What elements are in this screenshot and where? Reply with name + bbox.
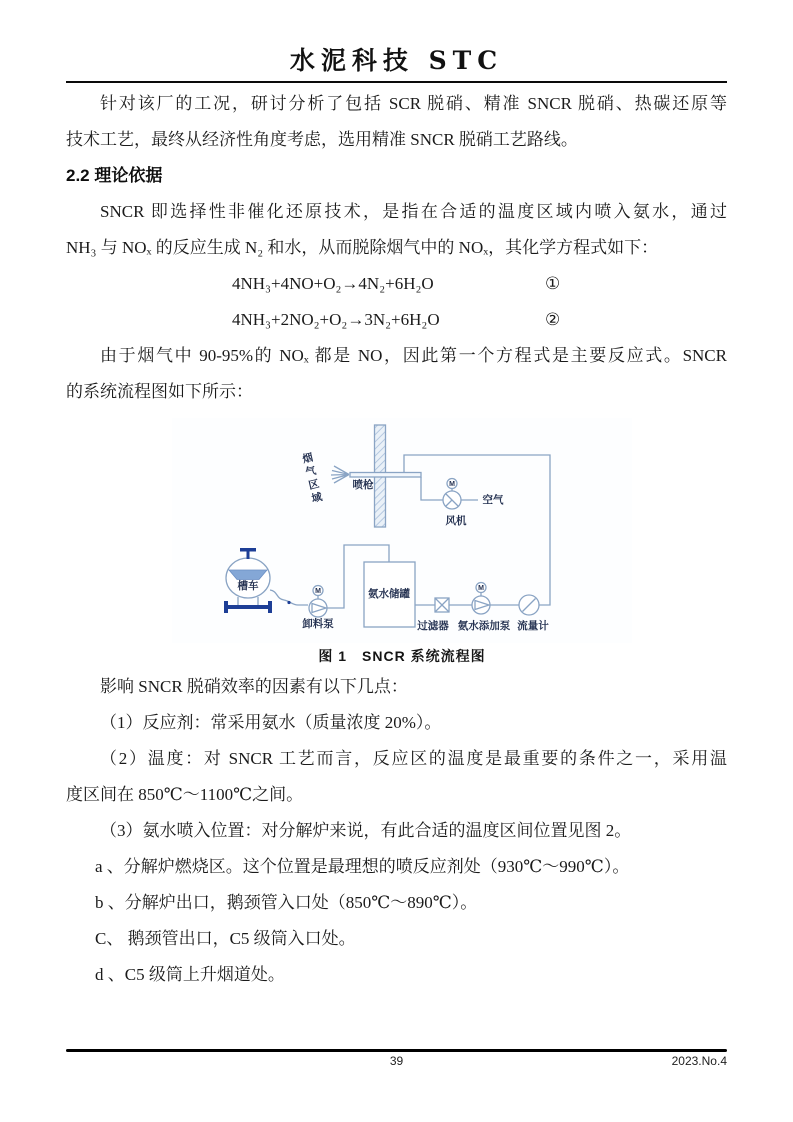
page-number: 39 [389,1054,404,1068]
equation-1-number: ① [545,274,561,293]
sncr-def-line-1: SNCR 即选择性非催化还原技术，是指在合适的温度区域内喷入氨水，通过 [100,202,727,221]
factors-intro: 影响 SNCR 脱硝效率的因素有以下几点： [100,677,408,696]
equation-1 [66,266,727,302]
unloading-pump-label: 卸料泵 [302,618,334,630]
lance-fan-pipe [421,477,443,500]
figure-caption: 图 1 SNCR 系统流程图 [318,648,486,664]
filter-label: 过滤器 [417,620,449,632]
equation-2-formula: 4NH₃+2NO₂+O₂→3N₂+6H₂O [232,310,440,329]
fan-motor-letter: M [449,481,455,488]
position-item-d: d 、C5 级筒上升烟道处。 [95,965,285,984]
article-body [66,86,727,993]
factor-1: （1）反应剂：常采用氨水（质量浓度 20%）。 [100,713,442,732]
intro-line-1: 针对该厂的工况，研讨分析了包括 SCR 脱硝、精准 SNCR 脱硝、热碳还原等 [100,94,727,113]
diagram-shapes [172,418,632,643]
hose-coupling [287,601,290,604]
main-reaction-line-1: 由于烟气中 90-95%的 NOₓ 都是 NO，因此第一个方程式是主要反应式。SNCR [100,346,727,365]
spray-cone [331,466,349,483]
sncr-flow-diagram [172,418,632,643]
tank-truck-label: 槽车 [237,580,259,592]
unloading-pump-motor-letter: M [315,588,321,595]
fan-label: 风机 [445,515,467,527]
ammonia-tank-label: 氨水储罐 [368,588,410,600]
sncr-def-line-2: NH₃ 与 NOₓ 的反应生成 N₂ 和水，从而脱除烟气中的 NOₓ，其化学方程式如下： [66,238,659,257]
page-header [66,0,727,83]
issue-number: 2023.No.4 [671,1054,727,1068]
equation-1-formula: 4NH₃+4NO+O₂→4N₂+6H₂O [232,274,434,293]
figure-1 [172,418,632,669]
position-item-b: b 、分解炉出口，鹅颈管入口处（850℃～890℃）。 [95,893,478,912]
ammonia-pump-label: 氨水添加泵 [457,620,511,632]
intro-line-2: 技术工艺，最终从经济性角度考虑，选用精准 SNCR 脱硝工艺路线。 [66,130,578,149]
air-label: 空气 [482,494,504,506]
position-item-c: C、 鹅颈管出口，C5 级筒入口处。 [95,929,356,948]
flow-meter-label: 流量计 [517,620,549,632]
position-item-a: a 、分解炉燃烧区。这个位置是最理想的喷反应剂处（930℃～990℃）。 [95,857,630,876]
recirculation-pipe [404,455,550,605]
flue-gas-zone-label: 烟气区域 [300,451,324,507]
ammonia-pump-motor-letter: M [478,585,484,592]
spray-gun-label: 喷枪 [352,479,374,491]
factor-2-line-2: 度区间在 850℃～1100℃之间。 [66,785,304,804]
section-heading: 2.2 理论依据 [66,166,163,185]
factor-3: （3）氨水喷入位置：对分解炉来说，有此合适的温度区间位置见图 2。 [100,821,632,840]
footer-rule [66,1049,727,1052]
journal-title: 水泥科技 STC [289,46,504,75]
equation-2 [66,302,727,338]
main-reaction-line-2: 的系统流程图如下所示： [66,382,253,401]
spray-lance [350,473,421,478]
factor-2-line-1: （2）温度：对 SNCR 工艺而言，反应区的温度是最重要的条件之一，采用温 [100,749,727,768]
equation-2-number: ② [545,310,561,329]
